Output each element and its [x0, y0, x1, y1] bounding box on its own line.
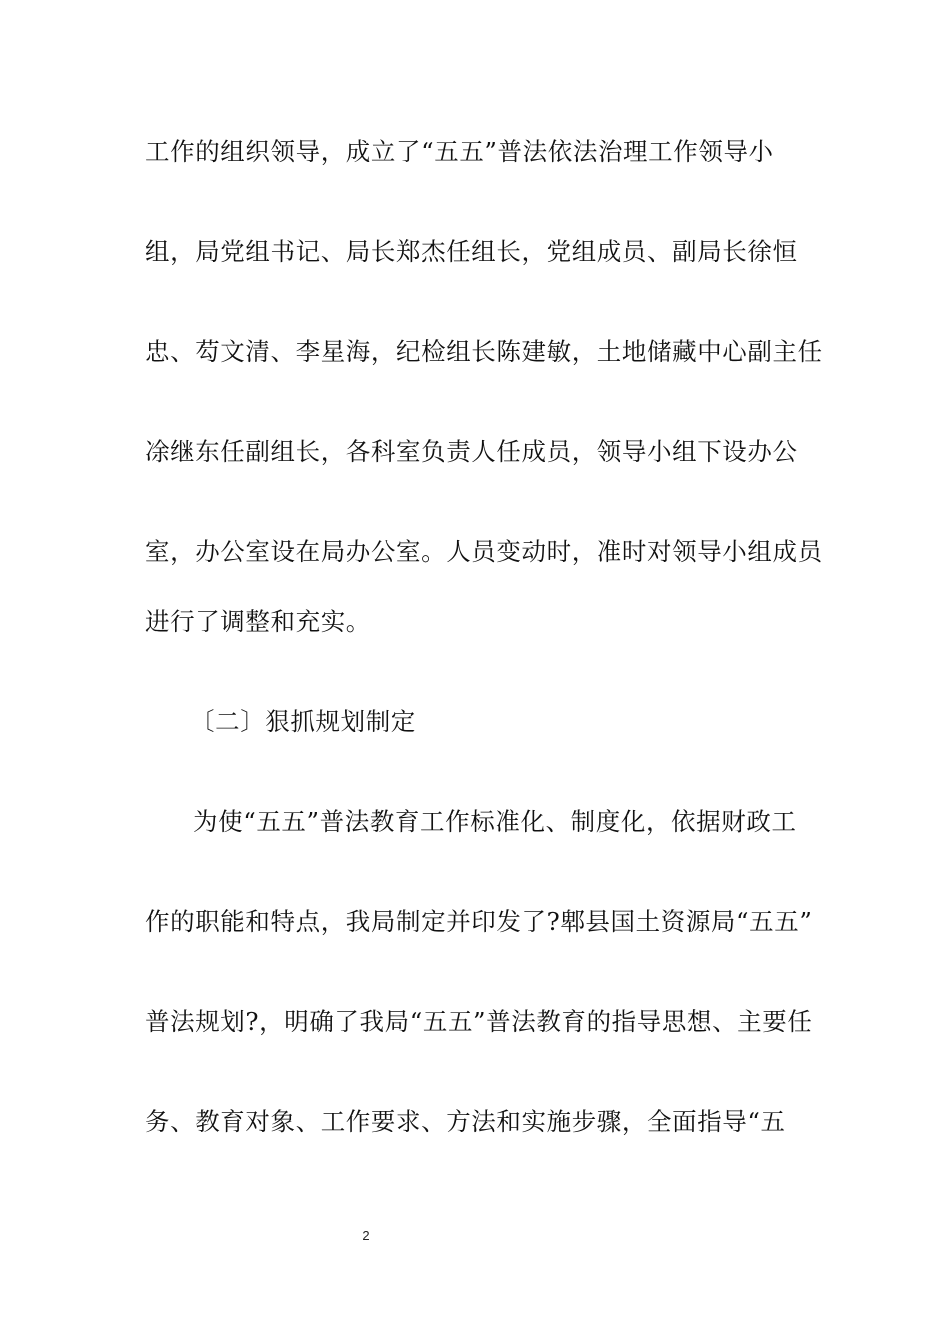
body-text-line: 室，办公室设在局办公室。人员变动时，准时对领导小组成员: [145, 537, 823, 566]
section-heading: 〔二〕狠抓规划制定: [190, 707, 416, 736]
body-text-line: 务、教育对象、工作要求、方法和实施步骤，全面指导“五: [145, 1107, 786, 1136]
body-text-line: 组，局党组书记、局长郑杰任组长，党组成员、副局长徐恒: [145, 237, 798, 266]
body-text-line: 工作的组织领导，成立了“五五”普法依法治理工作领导小: [145, 137, 774, 166]
body-text-line: 进行了调整和充实。: [145, 607, 371, 636]
body-text-line: 忠、芶文清、李星海，纪检组长陈建敏，土地储藏中心副主任: [145, 337, 823, 366]
page-number: 2: [362, 1228, 370, 1243]
body-text-line: 作的职能和特点，我局制定并印发了?郫县国土资源局“五五”: [145, 907, 813, 936]
body-text-line: 为使“五五”普法教育工作标准化、制度化，依据财政工: [193, 807, 797, 836]
body-text-line: 普法规划?，明确了我局“五五”普法教育的指导思想、主要任: [145, 1007, 813, 1036]
body-text-line: 凃继东任副组长，各科室负责人任成员，领导小组下设办公: [145, 437, 798, 466]
